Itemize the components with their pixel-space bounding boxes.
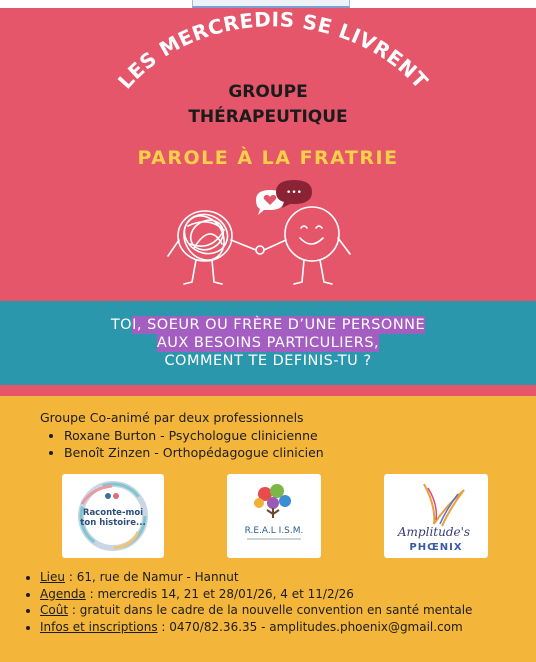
smiley-character-icon <box>264 207 350 284</box>
logo3-line1: Amplitude's <box>397 525 471 539</box>
logo3-line2: PHŒNIX <box>409 542 463 553</box>
logo1-line1: Raconte-moi <box>82 508 144 518</box>
info-location-label: Lieu <box>40 570 66 584</box>
info-cost-value: : gratuit dans le cadre de la nouvelle convention en santé mentale <box>68 603 473 617</box>
arc-title <box>0 8 536 148</box>
practical-info-block <box>22 569 472 635</box>
facilitator-item: • Roxane Burton - Psychologue clinicienne <box>64 427 324 444</box>
facilitators-list <box>40 427 324 461</box>
question-line-1-start: TO <box>110 317 133 333</box>
info-cost <box>40 602 472 619</box>
info-contact <box>40 619 472 636</box>
question-line-1-highlight: I, SOEUR OU FRÈRE D’UNE PERSONNE <box>132 317 426 333</box>
arc-title-text: LES MERCREDIS SE LIVRENT <box>113 8 433 94</box>
subtitle: PAROLE À LA FRATRIE <box>137 147 399 169</box>
info-contact-value: : 0470/82.36.35 - amplitudes.phoenix@gmail.com <box>157 619 463 634</box>
info-location <box>40 569 472 586</box>
info-contact-label: Infos et inscriptions <box>40 619 158 634</box>
phoenix-logo-icon <box>384 474 488 558</box>
question-line-1 <box>0 316 536 334</box>
title-line-1: GROUPE <box>228 82 308 102</box>
tree-logo-icon <box>227 474 321 558</box>
scribble-character-icon <box>168 207 256 284</box>
svg-text:•••: ••• <box>286 188 302 198</box>
info-cost-label: Coût <box>40 603 69 617</box>
question-block <box>0 316 536 370</box>
info-agenda-label: Agenda <box>40 586 86 601</box>
raconte-moi-logo <box>62 474 164 558</box>
info-agenda-value: : mercredis 14, 21 et 28/01/26, 4 et 11/2/26 <box>85 586 354 601</box>
question-line-2 <box>0 334 536 352</box>
title-line-2: THÉRAPEUTIQUE <box>188 107 348 127</box>
realism-logo <box>227 474 321 558</box>
pink-divider <box>0 385 536 396</box>
facilitator-item: • Benoît Zinzen - Orthopédagogue clinicien <box>64 444 324 461</box>
siblings-illustration <box>160 178 370 298</box>
logo2-text: R.E.A.L I.S.M. <box>244 526 304 536</box>
info-location-value: : 61, rue de Namur - Hannut <box>65 570 239 584</box>
facilitators-title: Groupe Co-animé par deux professionnels <box>40 410 304 425</box>
svg-text:LES MERCREDIS SE LIVRENT <box>113 8 433 93</box>
question-line-2-highlight: AUX BESOINS PARTICULIERS, <box>156 335 380 351</box>
facilitators-block <box>40 410 324 461</box>
amplitudes-phoenix-logo <box>384 474 488 558</box>
info-agenda <box>40 586 472 603</box>
question-line-3: COMMENT TE DEFINIS-TU ? <box>164 353 372 369</box>
swirl-logo-icon <box>62 474 164 558</box>
selection-tab <box>192 0 350 8</box>
practical-info-list <box>22 569 472 635</box>
logo1-line2: ton histoire... <box>80 518 146 528</box>
